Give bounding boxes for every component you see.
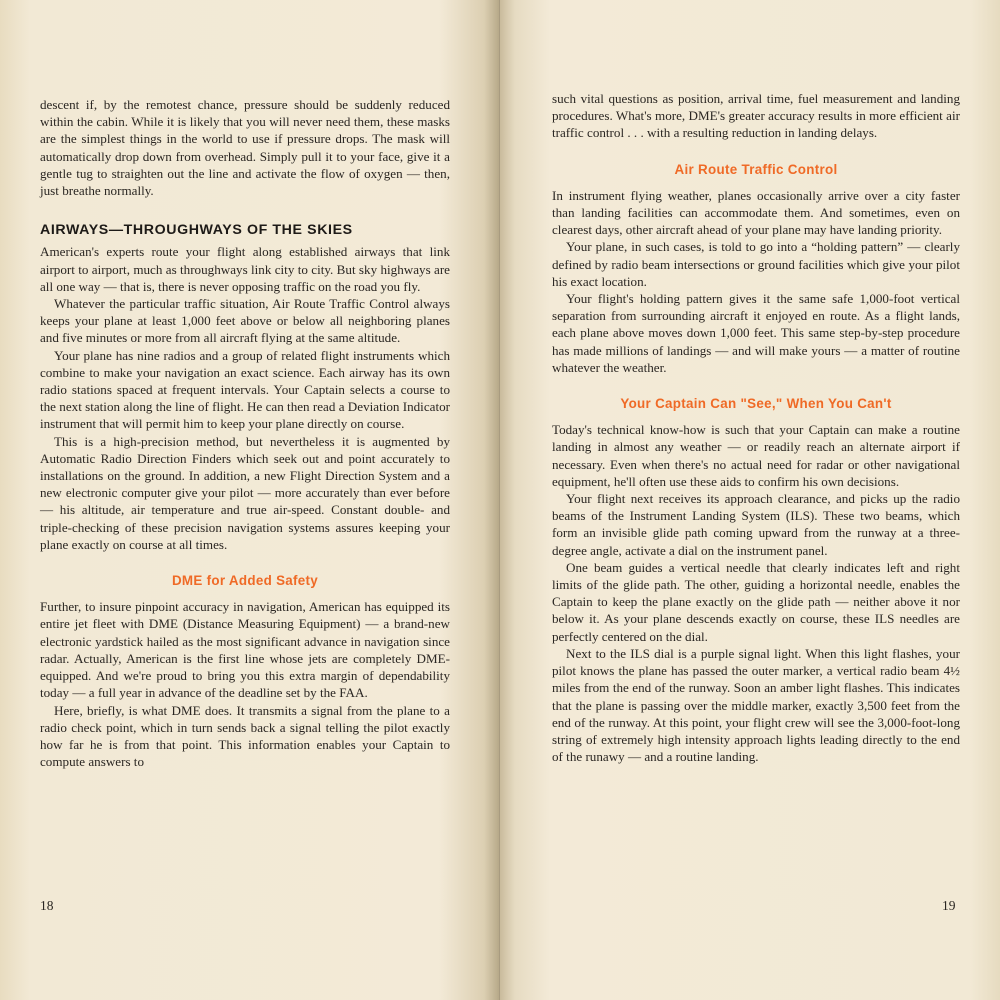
- paragraph: Your flight next receives its approach clearance, and picks up the radio beams of the Instrument Landing System (ILS). These two beams, which form an invisible glide path coming upward from the runway at a three-degree angle, activate a dial on the instrument panel.: [552, 491, 960, 558]
- subheading-air-route-traffic-control: Air Route Traffic Control: [674, 161, 838, 177]
- page-number: 18: [40, 898, 54, 913]
- paragraph: such vital questions as position, arrival time, fuel measurement and landing procedures. What's more, DME's greater accuracy results in more efficient air traffic control . . . with a resulting reduction in landing delays.: [552, 91, 960, 141]
- paragraph: American's experts route your flight along established airways that link airport to airport, much as throughways link city to city. But sky highways are all one way — that is, there is never opposing traffic on the road you fly.: [40, 244, 450, 294]
- section-heading-airways: AIRWAYS—THROUGHWAYS OF THE SKIES: [40, 222, 353, 239]
- paragraph: Your plane has nine radios and a group of related flight instruments which combine to make your navigation an exact science. Each airway has its own radio stations spaced at frequent intervals. Your Captain selects a course to the next station along the line of flight. He can then read a Deviation Indicator instrument that will permit him to keep your plane directly on course.: [40, 347, 450, 432]
- page-number: 19: [942, 898, 956, 913]
- left-text-column: [40, 96, 450, 770]
- paragraph: Your flight's holding pattern gives it the same safe 1,000-foot vertical separation from surrounding aircraft it enjoyed en route. As a flight lands, each plane above moves down 1,000 feet. This same step-by-step procedure has made millions of landings — and will make yours — a matter of routine whatever the weather.: [552, 291, 960, 375]
- paragraph: This is a high-precision method, but nevertheless it is augmented by Automatic Radio Direction Finders which seek out and point accurately to installations on the ground. In addition, a new Flight Direction System and a new electronic computer give your pilot — more accurately than ever before — his altitude, air temperature and true air-speed. Constant double- and triple-checking of these precision navigation systems assures keeping your plane exactly on course at all times.: [40, 433, 450, 552]
- paragraph: Here, briefly, is what DME does. It transmits a signal from the plane to a radio check point, which in turn sends back a signal telling the pilot exactly how far he is from that point. This information enables your Captain to compute answers to: [40, 702, 450, 770]
- paragraph: Your plane, in such cases, is told to go into a “holding pattern” — clearly defined by radio beam intersections or ground facilities which give your pilot his exact location.: [552, 239, 960, 289]
- right-text-column: [552, 90, 960, 765]
- paragraph: In instrument flying weather, planes occasionally arrive over a city faster than landing facilities can accommodate them. And sometimes, even on clearest days, other aircraft ahead of your plane may have landing priority.: [552, 187, 960, 238]
- paragraph: One beam guides a vertical needle that clearly indicates left and right limits of the glide path. The other, guiding a horizontal needle, enables the Captain to keep the plane exactly on the glide path — neither above it nor below it. As your plane descends exactly on course, these ILS needles are perfectly centered on the dial.: [552, 559, 960, 644]
- paragraph: Next to the ILS dial is a purple signal light. When this light flashes, your pilot knows the plane has passed the outer marker, a vertical radio beam 4½ miles from the end of the runway. Soon an amber light flashes. This indicates that the plane is passing over the middle marker, exactly 3,500 feet from the end of the runway. At this point, your flight crew will see the 3,000-foot-long string of extremely high intensity approach lights leading directly to the end of the runawy — and a routine landing.: [552, 645, 960, 765]
- paragraph: Today's technical know-how is such that your Captain can make a routine landing in almost any weather — or readily reach an alternate airport if necessary. Even when there's no actual need for radar or other navigational equipment, he'll often use these aids to confirm his own decisions.: [552, 422, 960, 489]
- paragraph: descent if, by the remotest chance, pressure should be suddenly reduced within the cabin. While it is likely that you will never need them, these masks are the simplest things in the world to use if pressure drops. The mask will automatically drop down from overhead. Simply pull it to your face, give it a gentle tug to straighten out the line and activate the flow of oxygen — then, just breathe normally.: [40, 97, 450, 199]
- paragraph: Further, to insure pinpoint accuracy in navigation, American has equipped its entire jet fleet with DME (Distance Measuring Equipment) — a brand-new electronic yardstick hailed as the most significant advance in navigation since radar. Actually, American is the first line whose jets are completely DME-equipped. And we're proud to bring you this extra margin of dependability today — a full year in advance of the deadline set by the FAA.: [40, 599, 450, 701]
- subheading-captain-can-see: Your Captain Can "See," When You Can't: [620, 396, 892, 412]
- subheading-dme: DME for Added Safety: [171, 573, 319, 589]
- paragraph: Whatever the particular traffic situation, Air Route Traffic Control always keeps your plane at least 1,000 feet above or below all neighboring planes and five minutes or more from all aircraft flying at the same altitude.: [40, 296, 450, 346]
- right-page: [500, 0, 1000, 1000]
